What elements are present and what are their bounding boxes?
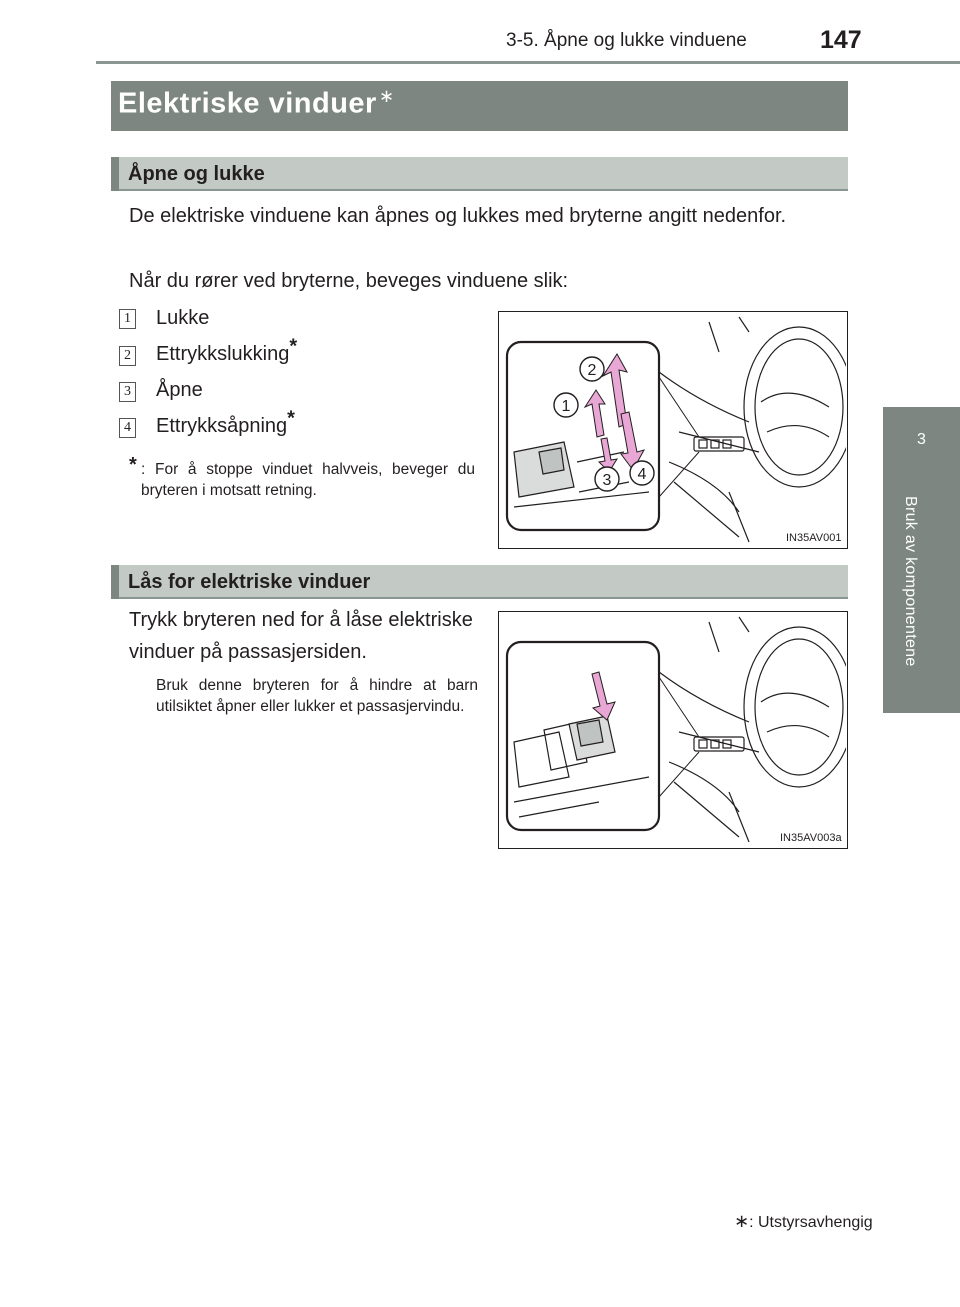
footnote-text: : For å stoppe vinduet halvveis, beveger du bryteren i motsatt retning. [141,461,475,499]
footnote-marker: * [129,454,137,476]
running-header-section: 3-5. Åpne og lukke vinduene [506,30,747,51]
footer-marker: ∗ [734,1211,750,1231]
list-item [156,307,209,330]
list-item [156,379,203,402]
callout-label-2: 2 [587,362,597,379]
title-marker: ∗ [378,86,395,106]
window-lock-illustration [499,612,846,847]
item-star: * [287,407,295,430]
page-title-text: Elektriske vinduer [118,87,377,120]
item-number-4: 4 [119,418,136,438]
callout-label-4: 4 [637,466,647,483]
item-label: Lukke [156,307,210,329]
item-number-1: 1 [119,309,136,329]
chapter-number: 3 [917,431,926,448]
item-label: Ettrykkslukking [156,343,290,365]
section-heading-accent [111,157,119,191]
item-label: Åpne [156,379,203,401]
lead-paragraph: Når du rører ved bryterne, beveges vinduene slik: [129,270,569,292]
chapter-title: Bruk av komponentene [902,496,919,667]
lock-note: Bruk denne bryteren for å hindre at barn utilsiktet åpner eller lukker et passasjervindu. [156,677,478,715]
figure-code: IN35AV003a [780,832,842,844]
callout-label-1: 1 [561,398,571,415]
figure-window-lock-switch [498,611,848,849]
item-number-2: 2 [119,346,136,366]
callout-label-3: 3 [602,472,612,489]
window-switch-illustration [499,312,846,547]
footer-text: : Utstyrsavhengig [749,1214,873,1231]
section-heading-lock: Lås for elektriske vinduer [128,571,371,593]
item-label: Ettrykksåpning [156,415,288,437]
section-heading-accent [111,565,119,599]
intro-paragraph: De elektriske vinduene kan åpnes og lukkes med bryterne angitt nedenfor. [129,205,787,227]
item-number-3: 3 [119,382,136,402]
header-rule [96,61,960,64]
page-title [118,86,394,121]
list-item [156,335,298,366]
figure-window-switches [498,311,848,549]
list-item [156,407,295,438]
lock-paragraph: Trykk bryteren ned for å låse elektriske vinduer på passasjersiden. [129,609,473,663]
page-number: 147 [820,26,862,54]
item-star: * [289,335,298,358]
figure-code: IN35AV001 [786,532,842,544]
section-heading-open-close: Åpne og lukke [128,163,265,185]
footer-note [734,1211,873,1232]
